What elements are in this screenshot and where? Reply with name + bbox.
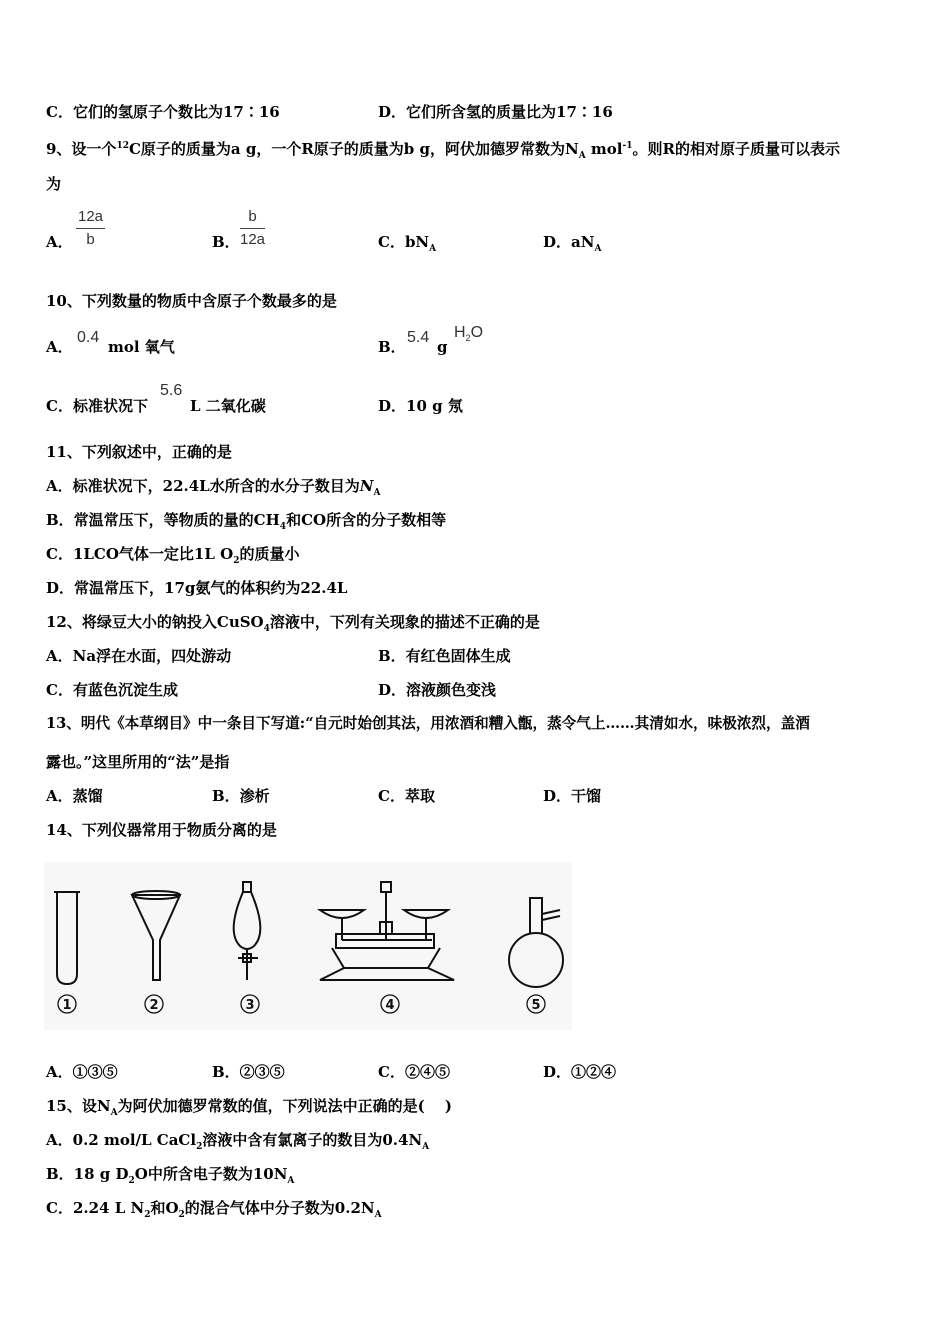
q9-a-denominator: b xyxy=(86,231,95,248)
q9-option-c: C．$bN_A$ xyxy=(378,233,437,254)
q11-option-a: A．标准状况下，22.4L水所含的水分子数目为$N_A$ xyxy=(46,477,381,498)
q12-option-d: D．溶液颜色变浅 xyxy=(378,681,497,699)
q9-option-b-fraction xyxy=(240,206,265,251)
apparatus-label-2: 2 xyxy=(149,998,159,1013)
q10-option-b-unit: g xyxy=(437,338,448,356)
q13-option-b: B．渗析 xyxy=(212,787,270,805)
q12-option-a: A．Na浮在水面，四处游动 xyxy=(46,647,232,665)
q9-option-d: D．$aN_A$ xyxy=(543,233,602,254)
q8-option-d: D．它们所含氢的质量比为17∶16 xyxy=(378,103,613,121)
q11-stem: 11、下列叙述中，正确的是 xyxy=(46,443,232,461)
q11-option-c: C．1LCO气体一定比1L $O_2$的质量小 xyxy=(46,545,300,566)
q8-option-c: C．它们的氢原子个数比为17∶16 xyxy=(46,103,280,121)
q13-option-c: C．萃取 xyxy=(378,787,435,805)
q10-option-d: D．10 g 氖 xyxy=(378,397,463,415)
apparatus-label-3: 3 xyxy=(245,998,255,1013)
q9-b-denominator: 12a xyxy=(240,231,266,248)
q12-stem: 12、将绿豆大小的钠投入CuSO$_4$溶液中，下列有关现象的描述不正确的是 xyxy=(46,613,540,634)
distillation-flask-icon xyxy=(509,898,563,987)
apparatus-label-5: 5 xyxy=(531,998,541,1013)
q11-option-d: D．常温常压下，17g氨气的体积约为22.4L xyxy=(46,579,348,597)
q12-option-c: C．有蓝色沉淀生成 xyxy=(46,681,178,699)
apparatus-label-1: 1 xyxy=(62,998,72,1013)
q15-option-a: A．0.2 mol/L CaCl$_2$溶液中含有氯离子的数目为$0.4N_A$ xyxy=(46,1131,430,1152)
funnel-icon xyxy=(132,891,180,980)
q10-option-c-value: 5.6 xyxy=(160,382,183,399)
apparatus-label-4: 4 xyxy=(385,998,395,1013)
q15-option-b: B．18 g $D_2O$中所含电子数为$10N_A$ xyxy=(46,1165,295,1186)
q14-stem: 14、下列仪器常用于物质分离的是 xyxy=(46,821,277,839)
q14-option-b: B．②③⑤ xyxy=(212,1063,285,1081)
q9-b-numerator: b xyxy=(240,206,265,229)
q9-a-numerator: 12a xyxy=(76,206,105,229)
q10-option-c-text: L 二氧化碳 xyxy=(190,397,266,415)
q15-stem: 15、设$N_A$为阿伏加德罗常数的值，下列说法中正确的是( ) xyxy=(46,1097,452,1118)
q10-stem: 10、下列数量的物质中含原子个数最多的是 xyxy=(46,292,337,310)
q14-option-a: A．①③⑤ xyxy=(46,1063,118,1081)
q13-option-a: A．蒸馏 xyxy=(46,787,103,805)
q13-option-d: D．干馏 xyxy=(543,787,602,805)
q10-option-a-text: mol 氧气 xyxy=(108,338,175,356)
q15-option-c: C．2.24 L $N_2$和$O_2$的混合气体中分子数为$0.2N_A$ xyxy=(46,1199,382,1220)
q10-option-c-label: C．标准状况下 xyxy=(46,397,148,415)
q12-option-b: B．有红色固体生成 xyxy=(378,647,511,665)
q10-option-a-label: A． xyxy=(46,338,73,356)
q10-option-b-value: 5.4 xyxy=(407,329,430,346)
q14-apparatus-figure xyxy=(44,862,572,1030)
q10-option-b-formula: $H_2O$ xyxy=(454,324,484,344)
q14-option-c: C．②④⑤ xyxy=(378,1063,450,1081)
q9-stem: 9、设一个$^{12}$C原子的质量为a g，一个R原子的质量为b g，阿伏加德罗常数为$N_A$ mol$^{-1}$。则R的相对原子质量可以表示 xyxy=(46,140,840,161)
q9-option-a-label: A． xyxy=(46,233,73,251)
q11-option-b: B．常温常压下，等物质的量的$CH_4$和CO所含的分子数相等 xyxy=(46,511,447,532)
q13-stem-line1: 13、明代《本草纲目》中一条目下写道:“自元时始创其法，用浓酒和糟入甑，蒸令气上……其清如水，味极浓烈，盖酒 xyxy=(46,715,810,732)
q9-option-a-fraction xyxy=(76,206,105,251)
q14-option-d: D．①②④ xyxy=(543,1063,617,1081)
q10-option-b-label: B． xyxy=(378,338,406,356)
test-tube-icon xyxy=(54,892,80,984)
separatory-funnel-icon xyxy=(234,882,261,980)
q9-option-b-label: B． xyxy=(212,233,240,251)
q10-option-a-value: 0.4 xyxy=(77,329,100,346)
balance-icon xyxy=(320,882,454,980)
q13-stem-line2: 露也。”这里所用的“法”是指 xyxy=(46,753,230,771)
q9-stem-line2: 为 xyxy=(46,175,62,193)
